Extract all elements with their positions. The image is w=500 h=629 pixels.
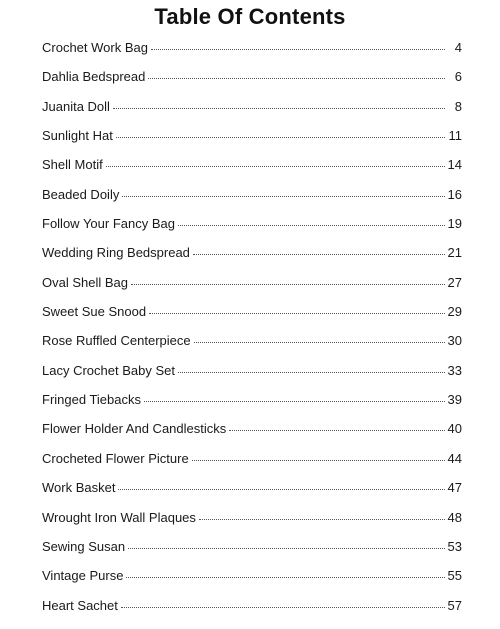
toc-entry xyxy=(42,480,462,509)
dot-leader xyxy=(229,429,444,431)
toc-entry-label: Wrought Iron Wall Plaques xyxy=(42,509,196,525)
dot-leader xyxy=(113,107,445,109)
toc-entry-page-number: 8 xyxy=(454,98,462,114)
table-of-contents-list xyxy=(42,40,462,627)
dot-leader xyxy=(193,253,445,255)
toc-entry xyxy=(42,187,462,216)
toc-entry xyxy=(42,598,462,627)
toc-entry-label: Crochet Work Bag xyxy=(42,40,148,55)
toc-entry-label: Flower Holder And Candlesticks xyxy=(42,421,227,437)
toc-entry xyxy=(42,275,462,304)
toc-entry xyxy=(42,245,462,274)
toc-entry xyxy=(42,539,462,568)
dot-leader xyxy=(118,488,444,490)
toc-entry-page-number: 27 xyxy=(447,274,462,290)
toc-entry-label: Work Basket xyxy=(42,480,116,496)
toc-entry-label: Beaded Doily xyxy=(42,186,120,202)
toc-entry-label: Crocheted Flower Picture xyxy=(42,450,189,466)
toc-entry-page-number: 30 xyxy=(447,333,462,349)
toc-entry xyxy=(42,568,462,597)
toc-entry xyxy=(42,40,462,69)
toc-entry-page-number: 47 xyxy=(447,480,462,496)
toc-entry xyxy=(42,99,462,128)
dot-leader xyxy=(192,459,445,461)
dot-leader xyxy=(178,224,445,226)
toc-entry-page-number: 55 xyxy=(447,568,462,584)
toc-entry xyxy=(42,128,462,157)
toc-entry xyxy=(42,157,462,186)
dot-leader xyxy=(116,136,445,138)
toc-entry-page-number: 14 xyxy=(447,157,462,173)
dot-leader xyxy=(199,518,445,520)
toc-entry-label: Sewing Susan xyxy=(42,538,126,554)
toc-entry-page-number: 44 xyxy=(447,450,462,466)
toc-entry-page-number: 6 xyxy=(454,69,462,85)
toc-entry-page-number: 39 xyxy=(447,392,462,408)
toc-entry xyxy=(42,304,462,333)
toc-entry xyxy=(42,69,462,98)
toc-entry-page-number: 21 xyxy=(447,245,462,261)
dot-leader xyxy=(128,547,444,549)
toc-entry xyxy=(42,363,462,392)
toc-entry-page-number: 57 xyxy=(447,597,462,613)
toc-entry-label: Sweet Sue Snood xyxy=(42,304,147,320)
toc-entry-page-number: 48 xyxy=(447,509,462,525)
toc-entry xyxy=(42,333,462,362)
dot-leader xyxy=(148,77,445,79)
toc-entry-page-number: 33 xyxy=(447,362,462,378)
dot-leader xyxy=(178,371,445,373)
dot-leader xyxy=(126,576,444,578)
toc-entry xyxy=(42,392,462,421)
toc-entry-page-number: 11 xyxy=(448,128,462,144)
dot-leader xyxy=(131,283,445,285)
toc-entry-label: Sunlight Hat xyxy=(42,128,113,144)
toc-entry-label: Lacy Crochet Baby Set xyxy=(42,362,175,378)
dot-leader xyxy=(151,48,445,50)
toc-entry-label: Heart Sachet xyxy=(42,597,118,613)
dot-leader xyxy=(121,606,445,608)
toc-entry-page-number: 16 xyxy=(447,186,462,202)
toc-entry-label: Wedding Ring Bedspread xyxy=(42,245,190,261)
toc-entry-page-number: 4 xyxy=(454,40,462,55)
toc-entry-page-number: 19 xyxy=(447,216,462,232)
toc-entry-label: Follow Your Fancy Bag xyxy=(42,216,175,232)
dot-leader xyxy=(106,165,445,167)
dot-leader xyxy=(149,312,444,314)
toc-entry xyxy=(42,216,462,245)
toc-entry-label: Dahlia Bedspread xyxy=(42,69,146,85)
toc-entry-label: Shell Motif xyxy=(42,157,103,173)
toc-entry-label: Vintage Purse xyxy=(42,568,124,584)
dot-leader xyxy=(144,400,445,402)
dot-leader xyxy=(122,195,444,197)
toc-entry-label: Juanita Doll xyxy=(42,98,110,114)
toc-entry-page-number: 53 xyxy=(447,538,462,554)
toc-entry-page-number: 29 xyxy=(447,304,462,320)
toc-entry-page-number: 40 xyxy=(447,421,462,437)
toc-entry-label: Fringed Tiebacks xyxy=(42,392,141,408)
toc-entry xyxy=(42,451,462,480)
page-title: Table Of Contents xyxy=(154,4,346,29)
toc-entry-label: Rose Ruffled Centerpiece xyxy=(42,333,191,349)
toc-entry xyxy=(42,421,462,450)
toc-entry xyxy=(42,510,462,539)
dot-leader xyxy=(194,341,445,343)
toc-entry-label: Oval Shell Bag xyxy=(42,274,128,290)
